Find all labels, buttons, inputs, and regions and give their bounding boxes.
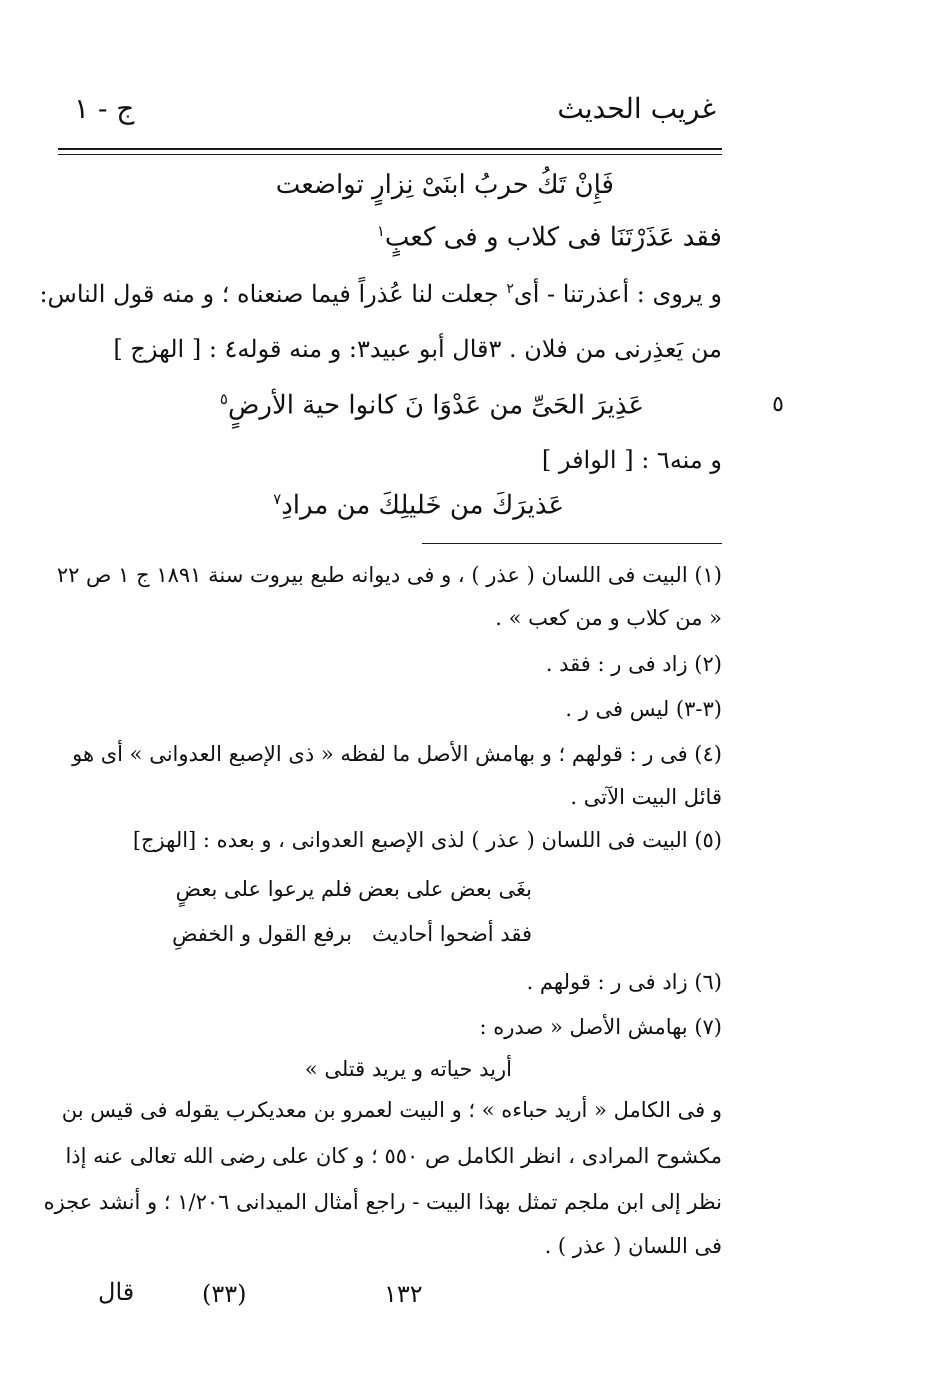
- header-rule-top: [58, 148, 722, 150]
- verse-2-text: عَذِيرَ الحَىِّ من عَدْوَا نَ كانوا حية الأرضٍ: [227, 390, 644, 421]
- page-number: ١٣٢: [384, 1280, 423, 1308]
- footnote-7-line-4: نظر إلى ابن ملجم تمثل بهذا البيت - راجع أمثال الميدانى ١/٢٠٦ ؛ و أنشد عجزه: [43, 1190, 722, 1214]
- prose-1-start: و يروى : أعذرتنا - أى: [513, 280, 722, 308]
- footnote-mark-5: ٥: [219, 390, 228, 408]
- footnote-7-line-5: فى اللسان ( عذر ) .: [544, 1234, 722, 1258]
- footnote-5-verse-b2: برفع القول و الخفضِ: [172, 922, 352, 946]
- footnote-7-verse: أريد حياته و يريد قتلى »: [304, 1057, 512, 1081]
- running-title: غريب الحديث: [557, 92, 716, 125]
- footnote-1-line-1: (١) البيت فى اللسان ( عذر ) ، و فى ديوانه طبع بيروت سنة ١٨٩١ ج ١ ص ٢٢: [56, 563, 722, 587]
- verse-1-second-hemistich: [377, 222, 722, 253]
- prose-line-3: و منه٦ : [ الوافر ]: [541, 446, 722, 474]
- verse-1b-text: فقد عَذَرْتَنَا فى كلاب و فى كعبٍ: [384, 222, 722, 253]
- footnote-2: (٢) زاد فى ر : فقد .: [545, 652, 722, 676]
- header-rule-bottom: [58, 154, 722, 155]
- footnote-1-line-2: « من كلاب و من كعب » .: [495, 606, 722, 630]
- footnote-mark-2: ٢: [506, 281, 514, 297]
- verse-1-first-hemistich: فَإِنْ تَكُ حربُ ابنَىْ نِزارٍ تواضعت: [275, 170, 614, 200]
- line-number: ٥: [772, 392, 784, 417]
- footnote-7-line-3: مكشوح المرادى ، انظر الكامل ص ٥٥٠ ؛ و كان على رضى الله تعالى عنه إذا: [65, 1144, 722, 1168]
- footnote-mark-1: ١: [376, 222, 385, 240]
- footnote-7-line-1: (٧) بهامش الأصل « صدره :: [479, 1015, 722, 1039]
- prose-line-2: من يَعذِرنى من فلان . ٣قال أبو عبيد٣: و منه قوله٤ : [ الهزج ]: [113, 335, 722, 363]
- footnote-separator: [422, 543, 722, 544]
- volume-label: ج - ١: [74, 92, 135, 125]
- prose-1-rest: جعلت لنا عُذراً فيما صنعناه ؛ و منه قول الناس:: [39, 280, 499, 308]
- footnote-5-line-1: (٥) البيت فى اللسان ( عذر ) لذى الإصبع العدوانى ، و بعده : [الهزج]: [132, 828, 722, 852]
- prose-line-1: [39, 280, 722, 308]
- catchword: قال: [98, 1278, 135, 1306]
- footnote-5-verse-a1: بغَى بعض على بعض: [358, 877, 532, 901]
- signature-mark: (٣٣): [202, 1280, 247, 1308]
- footnote-4-line-2: قائل البيت الآتى .: [570, 785, 722, 809]
- verse-2: [220, 390, 644, 421]
- footnote-6: (٦) زاد فى ر : قولهم .: [526, 970, 722, 994]
- footnote-3: (٣-٣) ليس فى ر .: [565, 697, 722, 721]
- footnote-7-line-2: و فى الكامل « أريد حباءه » ؛ و البيت لعمرو بن معديكرب يقوله فى قيس بن: [61, 1098, 722, 1122]
- footnote-4-line-1: (٤) فى ر : قولهم ؛ و بهامش الأصل ما لفظه « ذى الإصبع العدوانى » أى هو: [72, 742, 722, 766]
- verse-3-text: عَذيرَكَ من خَليلِكَ من مرادِ: [281, 490, 564, 521]
- footnote-mark-7: ٧: [273, 490, 282, 508]
- verse-3: [273, 490, 564, 521]
- footnote-5-verse-b1: فقد أضحوا أحاديث: [372, 922, 532, 946]
- footnote-5-verse-a2: فلم يرعوا على بعضٍ: [175, 877, 352, 901]
